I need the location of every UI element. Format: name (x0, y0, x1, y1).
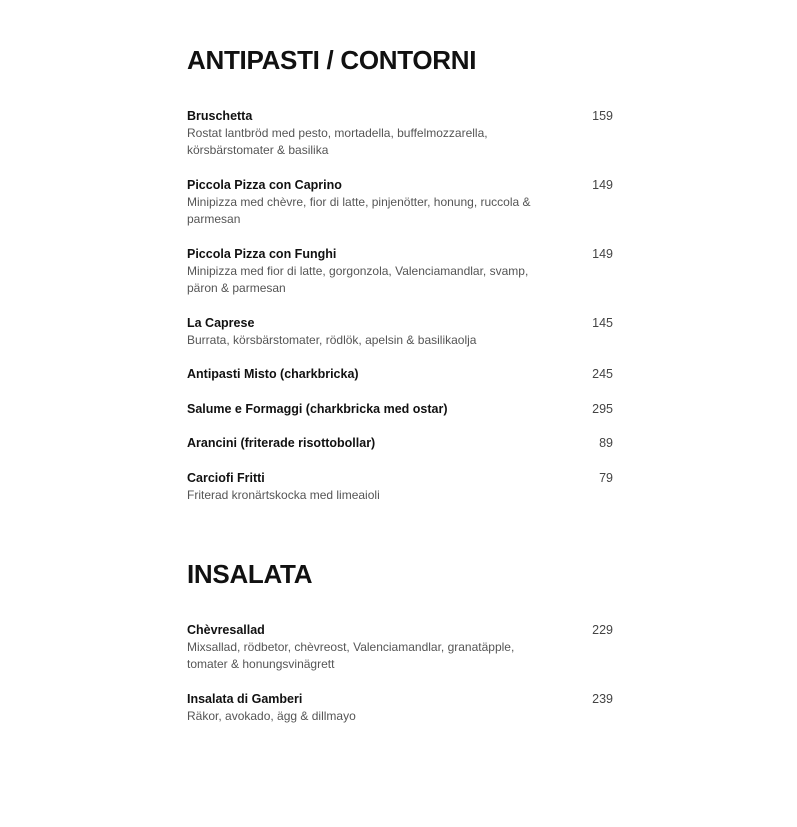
section-antipasti (187, 45, 613, 502)
item-price: 245 (592, 367, 613, 381)
item-price: 229 (592, 623, 613, 637)
item-price: 239 (592, 692, 613, 706)
item-price: 159 (592, 109, 613, 123)
item-name: Carciofi Fritti (187, 471, 265, 485)
section-title: INSALATA (187, 559, 313, 589)
item-name: Piccola Pizza con Funghi (187, 247, 337, 261)
item-price: 149 (592, 178, 613, 192)
item-description: Friterad kronärtskocka med limeaioli (187, 488, 380, 502)
item-name: Antipasti Misto (charkbricka) (187, 367, 359, 381)
item-name: Chèvresallad (187, 623, 265, 637)
menu-item-la-caprese (187, 315, 613, 349)
item-price: 89 (599, 436, 613, 450)
menu-item-piccola-pizza-funghi (187, 246, 613, 297)
item-name: Bruschetta (187, 109, 253, 123)
menu-item-chevresallad (187, 622, 613, 673)
item-description: Räkor, avokado, ägg & dillmayo (187, 709, 356, 723)
item-description: Rostat lantbröd med pesto, mortadella, buffelmozzarella, körsbärstomater & basilika (187, 126, 488, 157)
menu-item-bruschetta (187, 108, 613, 159)
menu-item-arancini (187, 435, 613, 452)
item-name: La Caprese (187, 316, 255, 330)
item-price: 79 (599, 471, 613, 485)
menu-item-carciofi-fritti (187, 470, 613, 504)
item-description: Burrata, körsbärstomater, rödlök, apelsin & basilikaolja (187, 333, 477, 347)
item-price: 295 (592, 402, 613, 416)
menu-item-antipasti-misto (187, 366, 613, 383)
menu-item-insalata-di-gamberi (187, 691, 613, 725)
item-name: Piccola Pizza con Caprino (187, 178, 342, 192)
item-description: Minipizza med fior di latte, gorgonzola, Valenciamandlar, svamp, päron & parmesan (187, 264, 529, 295)
menu-item-piccola-pizza-caprino (187, 177, 613, 228)
item-name: Salume e Formaggi (charkbricka med ostar) (187, 402, 448, 416)
item-name: Arancini (friterade risottobollar) (187, 436, 376, 450)
item-description: Minipizza med chèvre, fior di latte, pinjenötter, honung, ruccola & parmesan (187, 195, 531, 226)
section-title: ANTIPASTI / CONTORNI (187, 45, 477, 75)
item-description: Mixsallad, rödbetor, chèvreost, Valenciamandlar, granatäpple, tomater & honungsvinägrett (187, 640, 515, 671)
section-insalata (187, 559, 613, 723)
item-name: Insalata di Gamberi (187, 692, 303, 706)
item-price: 149 (592, 247, 613, 261)
menu-item-salume-e-formaggi (187, 401, 613, 418)
item-price: 145 (592, 316, 613, 330)
